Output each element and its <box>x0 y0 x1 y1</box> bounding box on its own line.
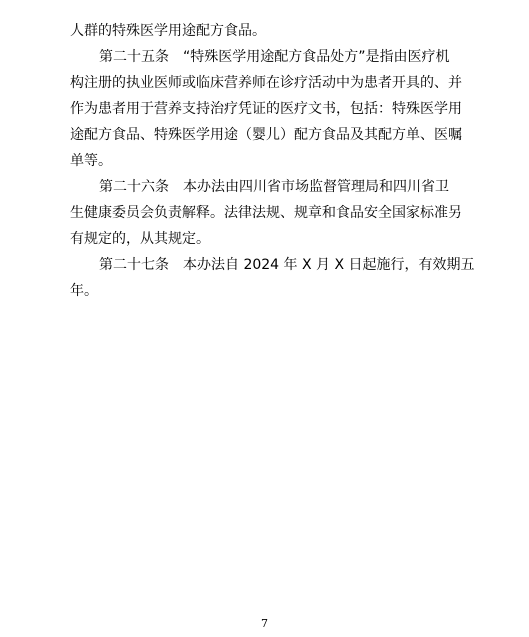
text-line: 单等。 <box>70 153 112 169</box>
paragraph-continuation <box>70 18 470 44</box>
text-line: 生健康委员会负责解释。法律法规、规章和食品安全国家标准另 <box>70 205 462 221</box>
text-line: 途配方食品、特殊医学用途（婴儿）配方食品及其配方单、医嘱 <box>70 127 462 143</box>
text-line: 人群的特殊医学用途配方食品。 <box>70 23 266 39</box>
article-26-paragraph <box>70 174 470 252</box>
article-27-paragraph <box>70 252 475 304</box>
body-text <box>70 18 475 304</box>
text-line: 第二十五条 “特殊医学用途配方食品处方”是指由医疗机 <box>99 49 450 65</box>
page-number: 7 <box>261 617 268 630</box>
text-line: 第二十六条 本办法由四川省市场监督管理局和四川省卫 <box>99 179 449 195</box>
article-25-paragraph <box>70 44 470 174</box>
text-line: 年。 <box>70 283 98 299</box>
text-line: 作为患者用于营养支持治疗凭证的医疗文书，包括：特殊医学用 <box>70 101 462 117</box>
text-line: 第二十七条 本办法自 2024 年 X 月 X 日起施行，有效期五 <box>99 257 475 273</box>
text-line: 有规定的，从其规定。 <box>70 231 210 247</box>
text-line: 构注册的执业医师或临床营养师在诊疗活动中为患者开具的、并 <box>70 75 462 91</box>
